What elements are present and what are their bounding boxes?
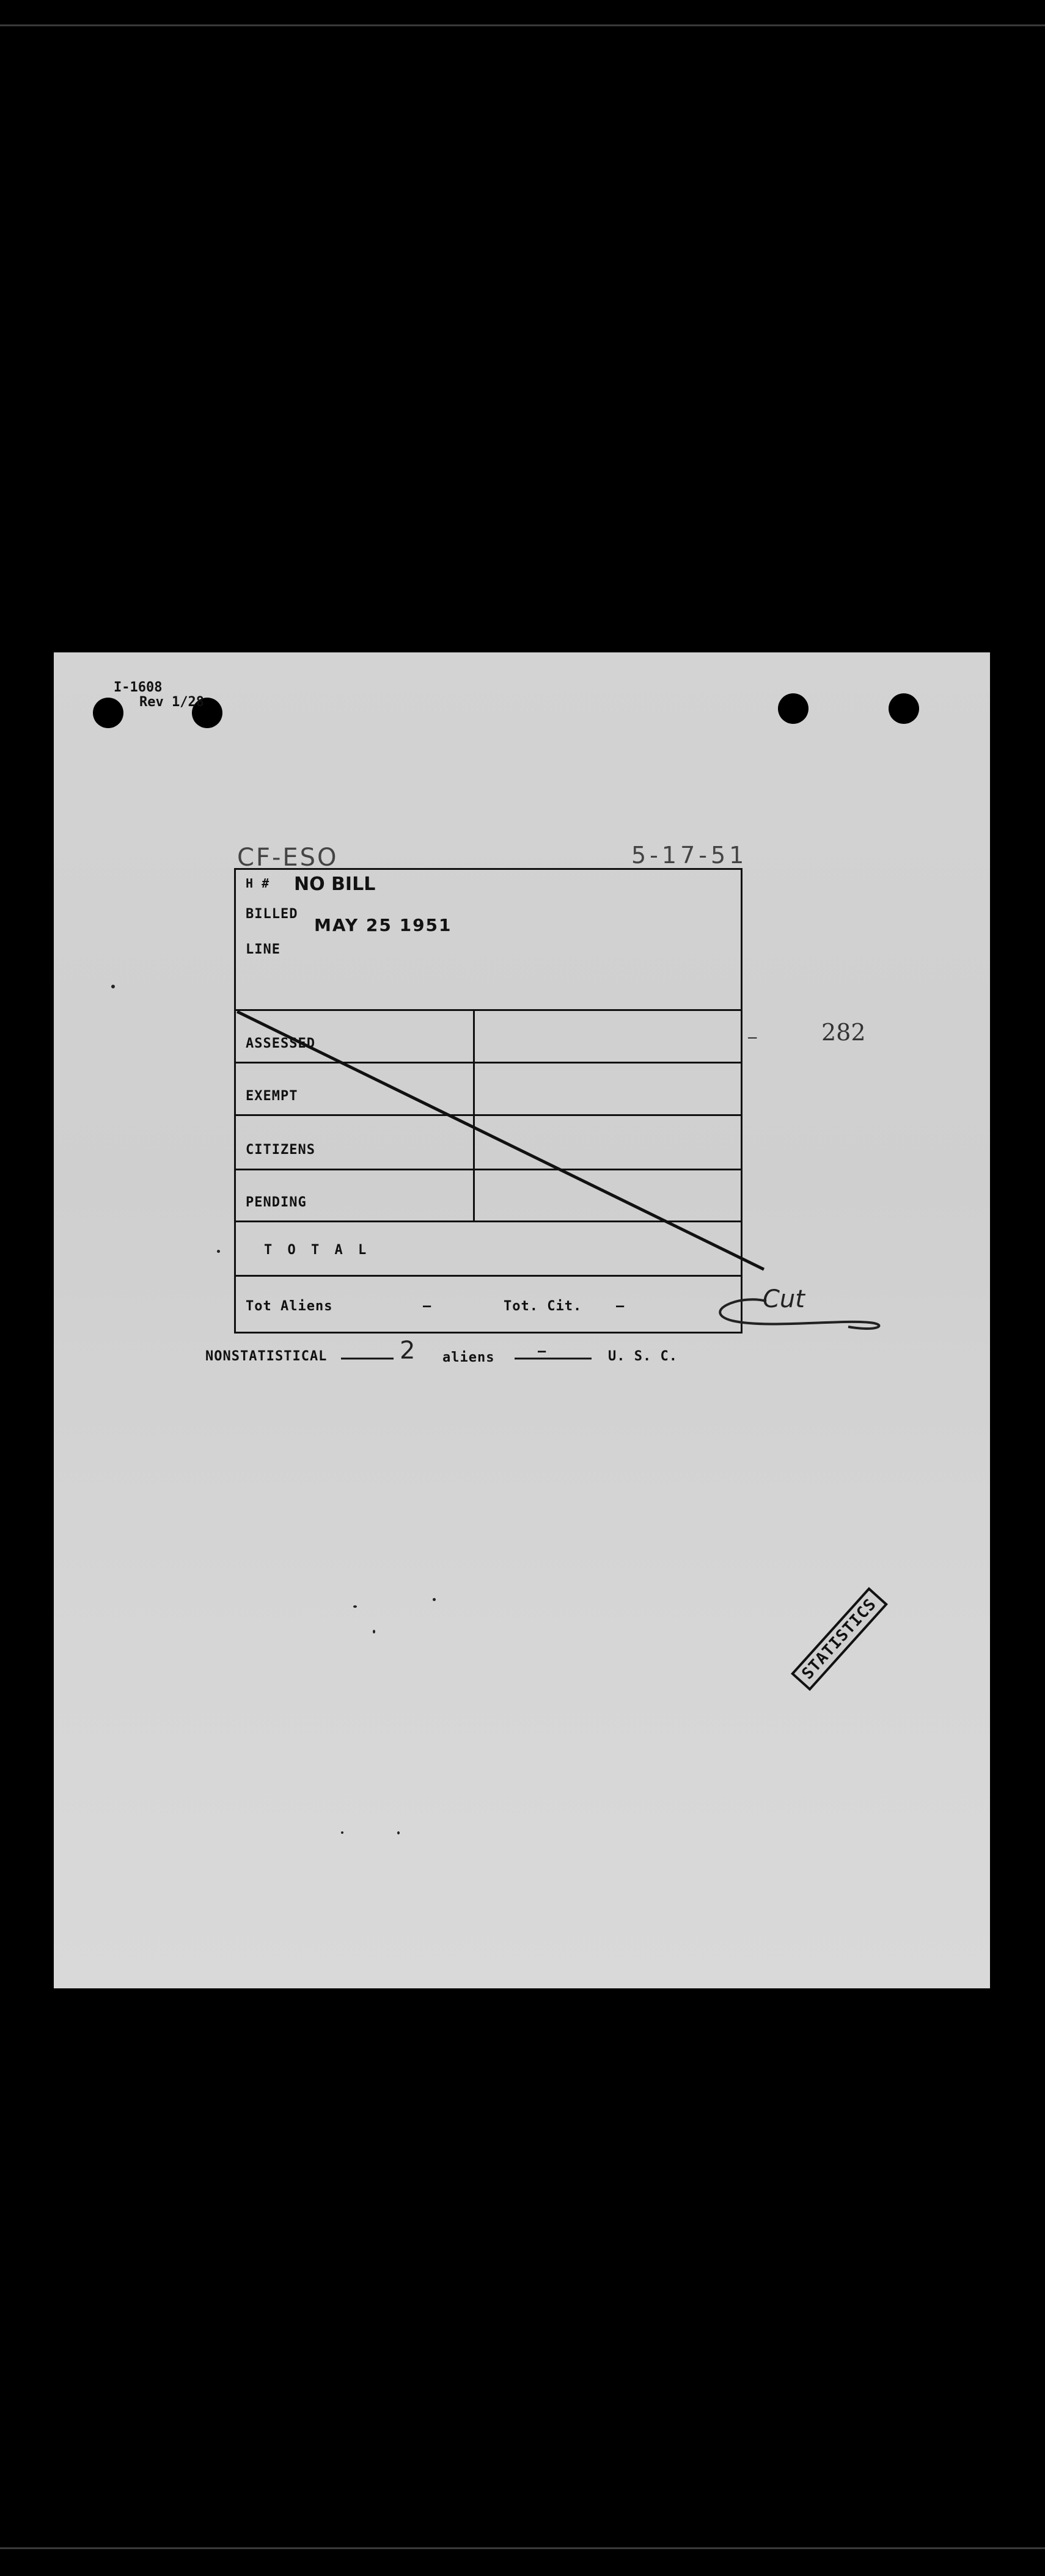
handwritten-date: 5-17-51 [631,842,748,869]
pen-marks [54,652,990,1988]
tot-cit-label: Tot. Cit. [504,1299,582,1314]
hash-label: H # [246,876,270,891]
dash-mark: – [748,1029,757,1046]
aliens-label: aliens [442,1350,495,1365]
nonstatistical-aliens-value: 2 [400,1337,416,1365]
row-label-assessed: ASSESSED [246,1036,315,1051]
nonstatistical-usc-value: — [538,1344,547,1359]
strike-through-line [237,1012,764,1269]
initials-flourish [720,1299,879,1329]
tot-aliens-label: Tot Aliens [246,1299,333,1314]
tot-aliens-value: — [423,1299,432,1314]
row-label-exempt: EXEMPT [246,1089,298,1104]
billed-label: BILLED [246,907,298,922]
film-edge-top [0,24,1045,26]
form-code-line-1: I-1608 [114,680,163,695]
form-code-line-2: Rev 1/28 [139,695,204,710]
document-page [54,652,990,1988]
row-label-citizens: CITIZENS [246,1142,315,1158]
nonstatistical-label: NONSTATISTICAL [205,1349,328,1364]
usc-label: U. S. C. [608,1349,678,1364]
hash-value-stamp: NO BILL [294,874,376,895]
tot-cit-value: — [616,1299,625,1314]
handwritten-initials: Cut [763,1285,805,1313]
statistics-stamp: STATISTICS [791,1587,888,1691]
row-label-pending: PENDING [246,1195,307,1210]
film-edge-bottom [0,2547,1045,2549]
line-label: LINE [246,942,280,957]
file-reference: CF-ESO [237,844,339,872]
total-label: T O T A L [264,1242,370,1258]
billed-date-stamp: MAY 25 1951 [314,915,452,935]
side-number: 282 [821,1019,866,1046]
